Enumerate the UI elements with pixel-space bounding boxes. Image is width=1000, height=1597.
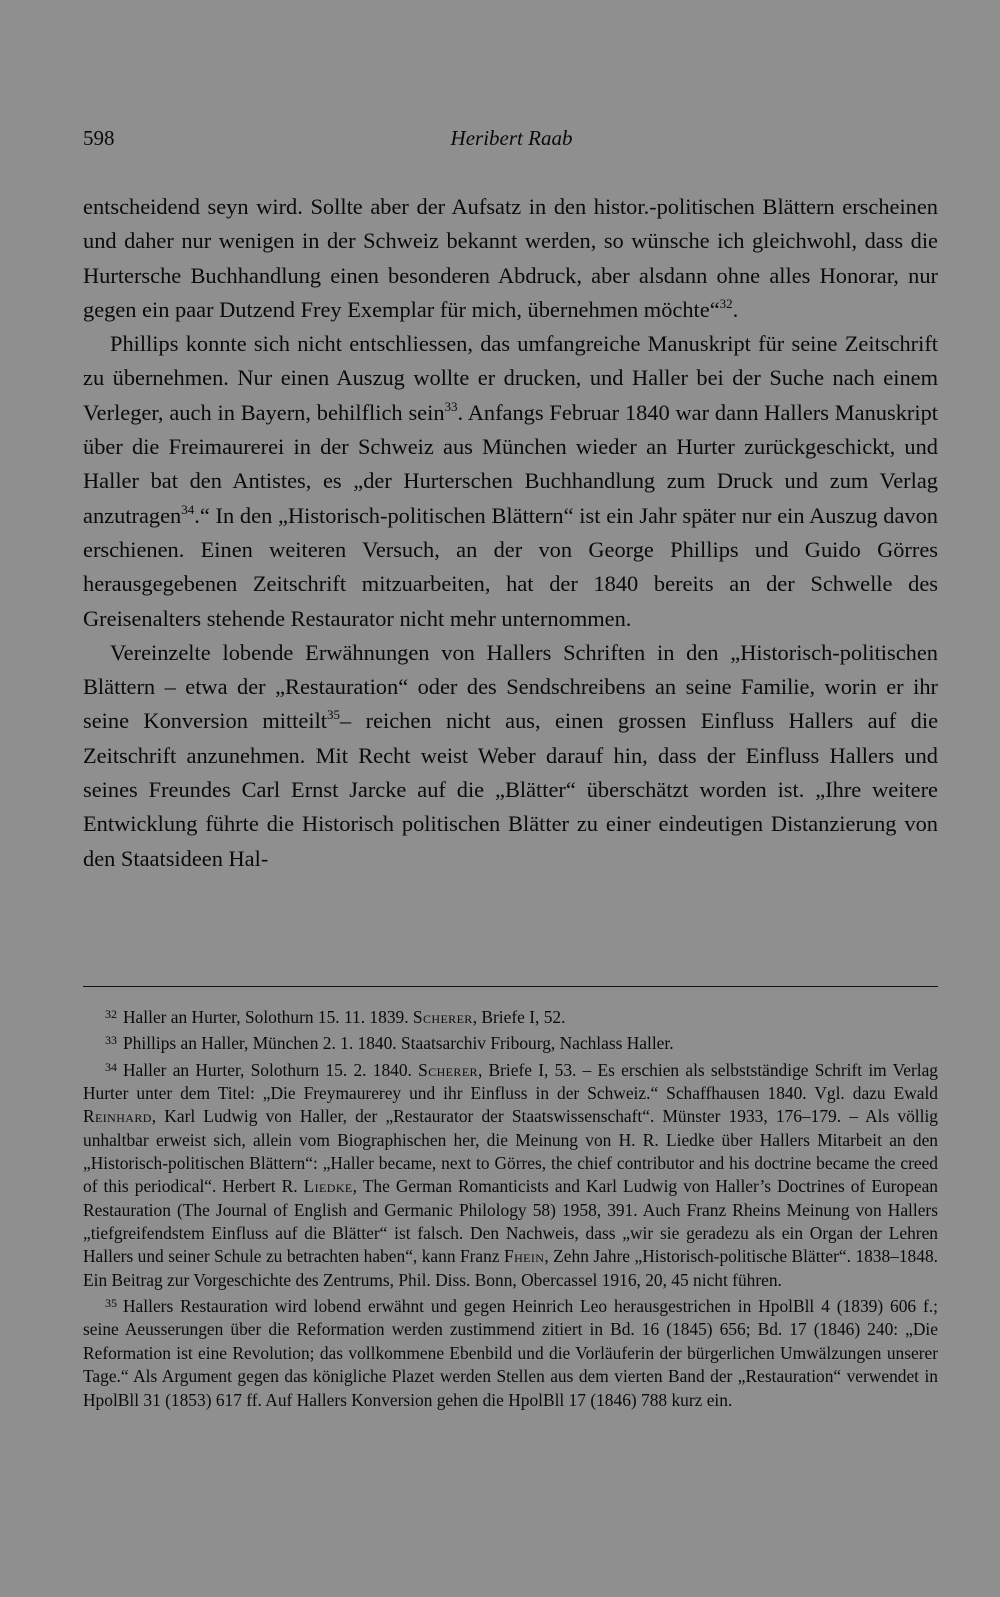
main-text	[83, 190, 938, 876]
footnote-text: Haller an Hurter, Solothurn 15. 2. 1840.	[123, 1059, 419, 1080]
running-title: Heribert Raab	[450, 126, 573, 150]
footnote-33	[83, 1029, 938, 1055]
footnote-text: Hallers Restauration wird lobend erwähnt und gegen Heinrich Leo herausgestrichen in HpolBll 4 (1839) 606 f.; seine Aeusserungen über die Reformation werden zustimmend zitiert in Bd. 16 (1845) 656; Bd. 17 (1846) 240: „Die Reformation ist eine Revolution; das vollkommene Ebenbild und die Vorläuferin der bürgerlichen Umwälzungen unserer Tage.“ Als Argument gegen das königliche Plazet werden Stellen aus dem vierten Band der „Restauration“ verwendet in HpolBll 31 (1853) 617 ff. Auf Hallers Konversion gehen die HpolBll 17 (1846) 788 kurz ein.	[83, 1296, 938, 1410]
paragraph-text: Phillips konnte sich nicht entschliessen, das umfangreiche Manuskript für seine Zeitschrift zu übernehmen. Nur einen Auszug wollte er drucken, und Haller bei der Suche nach einem Verleger, auch in Bayern, behilflich sein	[83, 331, 938, 425]
footnote-text: Phillips an Haller, München 2. 1. 1840. Staatsarchiv Fribourg, Nachlass Haller.	[123, 1033, 674, 1054]
paragraph-text: .“ In den „Historisch-politischen Blättern“ ist ein Jahr später nur ein Auszug davon erschienen. Einen weiteren Versuch, an der von George Phillips und Guido Görres herausgegebenen Zeitschrift mitzuarbeiten, hat der 1840 bereits an der Schwelle des Greisenalters stehende Restaurator nicht mehr unternommen.	[83, 502, 938, 631]
footnotes	[83, 1003, 938, 1412]
footnote-ref-35[interactable]: 35	[327, 707, 341, 723]
footnote-32	[83, 1003, 938, 1029]
paragraph-3	[83, 636, 938, 876]
footnote-text: , Karl Ludwig von Haller, der „Restaurator der Staatswissenschaft“. Münster 1933, 176–179. – Als völlig unhaltbar erweist sich, allein vom Biographischen her, die Meinung von H. R. Liedke über Hallers Mitarbeit an den „Historisch-politischen Blättern“: „Haller became, next to Görres, the chief contributor and his doctrine became the creed of this periodical“. Herbert R.	[83, 1106, 938, 1197]
paragraph-1	[83, 190, 938, 327]
footnote-text: , Briefe I, 52.	[472, 1007, 566, 1027]
page-header	[83, 126, 940, 156]
footnote-number: 32	[105, 1007, 117, 1021]
footnote-ref-33[interactable]: 33	[444, 398, 458, 414]
paragraph-text: Vereinzelte lobende Erwähnungen von Hallers Schriften in den „Historisch-politischen Blättern – etwa der „Restauration“ oder des Sendschreibens an seine Familie, worin er ihr seine Konversion mitteilt	[83, 639, 938, 734]
author-name: Liedke	[303, 1176, 353, 1197]
footnote-ref-32[interactable]: 32	[719, 295, 733, 311]
footnote-35	[83, 1292, 938, 1412]
page-number: 598	[83, 126, 115, 150]
paragraph-text: . Anfangs Februar 1840 war dann Hallers Manuskript über die Freimaurerei in der Schweiz aus München wieder an Hurter zurückgeschickt, und Haller bat den Antistes, es „der Hurterschen Buchhandlung zum Druck und zum Verlag anzutragen	[83, 399, 939, 528]
paragraph-text: .	[732, 296, 739, 322]
author-name: Scherer	[418, 1059, 478, 1080]
footnote-text: , Briefe I, 53. – Es erschien als selbstständige Schrift im Verlag Hurter unter dem Titel: „Die Freymaurerey und ihr Einfluss in der Schweiz.“ Schaffhausen 1840. Vgl. dazu Ewald	[83, 1059, 938, 1104]
footnote-number: 35	[105, 1296, 117, 1311]
footnote-ref-34[interactable]: 34	[181, 501, 195, 517]
footnote-divider	[83, 986, 938, 987]
footnote-number: 34	[105, 1059, 117, 1074]
footnote-text: , Zehn Jahre „Historisch-politische Blätter“. 1838–1848. Ein Beitrag zur Vorgeschichte des Zentrums, Phil. Diss. Bonn, Obercassel 1916, 20, 45 nicht führen.	[83, 1246, 938, 1290]
paragraph-2	[83, 327, 938, 636]
footnote-34	[83, 1056, 938, 1292]
author-name: Reinhard	[83, 1106, 152, 1127]
footnote-number: 33	[105, 1033, 117, 1048]
author-name: Scherer	[412, 1007, 473, 1027]
footnote-text: , The German Romanticists and Karl Ludwig von Haller’s Doctrines of European Restauration (The Journal of English and Germanic Philology 58) 1958, 391. Auch Franz Rheins Meinung von Hallers „tiefgreifendstem Einfluss auf die Blätter“ ist falsch. Den Nachweis, dass „wir sie geradezu als ein Organ der Lehren Hallers und seiner Schule zu betrachten haben“, kann Franz	[83, 1176, 939, 1267]
paragraph-text: – reichen nicht aus, einen grossen Einfluss Hallers auf die Zeitschrift anzunehmen. Mit Recht weist Weber darauf hin, dass der Einfluss Hallers und seines Freundes Carl Ernst Jarcke auf die „Blätter“ überschätzt worden ist. „Ihre weitere Entwicklung führte die Historisch politischen Blätter zu einer eindeutigen Distanzierung von den Staatsideen Hal-	[83, 708, 939, 871]
author-name: Fhein	[504, 1246, 545, 1267]
paragraph-text: entscheidend seyn wird. Sollte aber der Aufsatz in den histor.-politischen Blättern erscheinen und daher nur wenigen in der Schweiz bekannt werden, so wünsche ich gleichwohl, dass die Hurtersche Buchhandlung einen besonderen Abdruck, aber alsdann ohne alles Honorar, nur gegen ein paar Dutzend Frey Exemplar für mich, übernehmen möchte“	[83, 194, 938, 322]
footnote-text: Haller an Hurter, Solothurn 15. 11. 1839.	[123, 1007, 413, 1027]
